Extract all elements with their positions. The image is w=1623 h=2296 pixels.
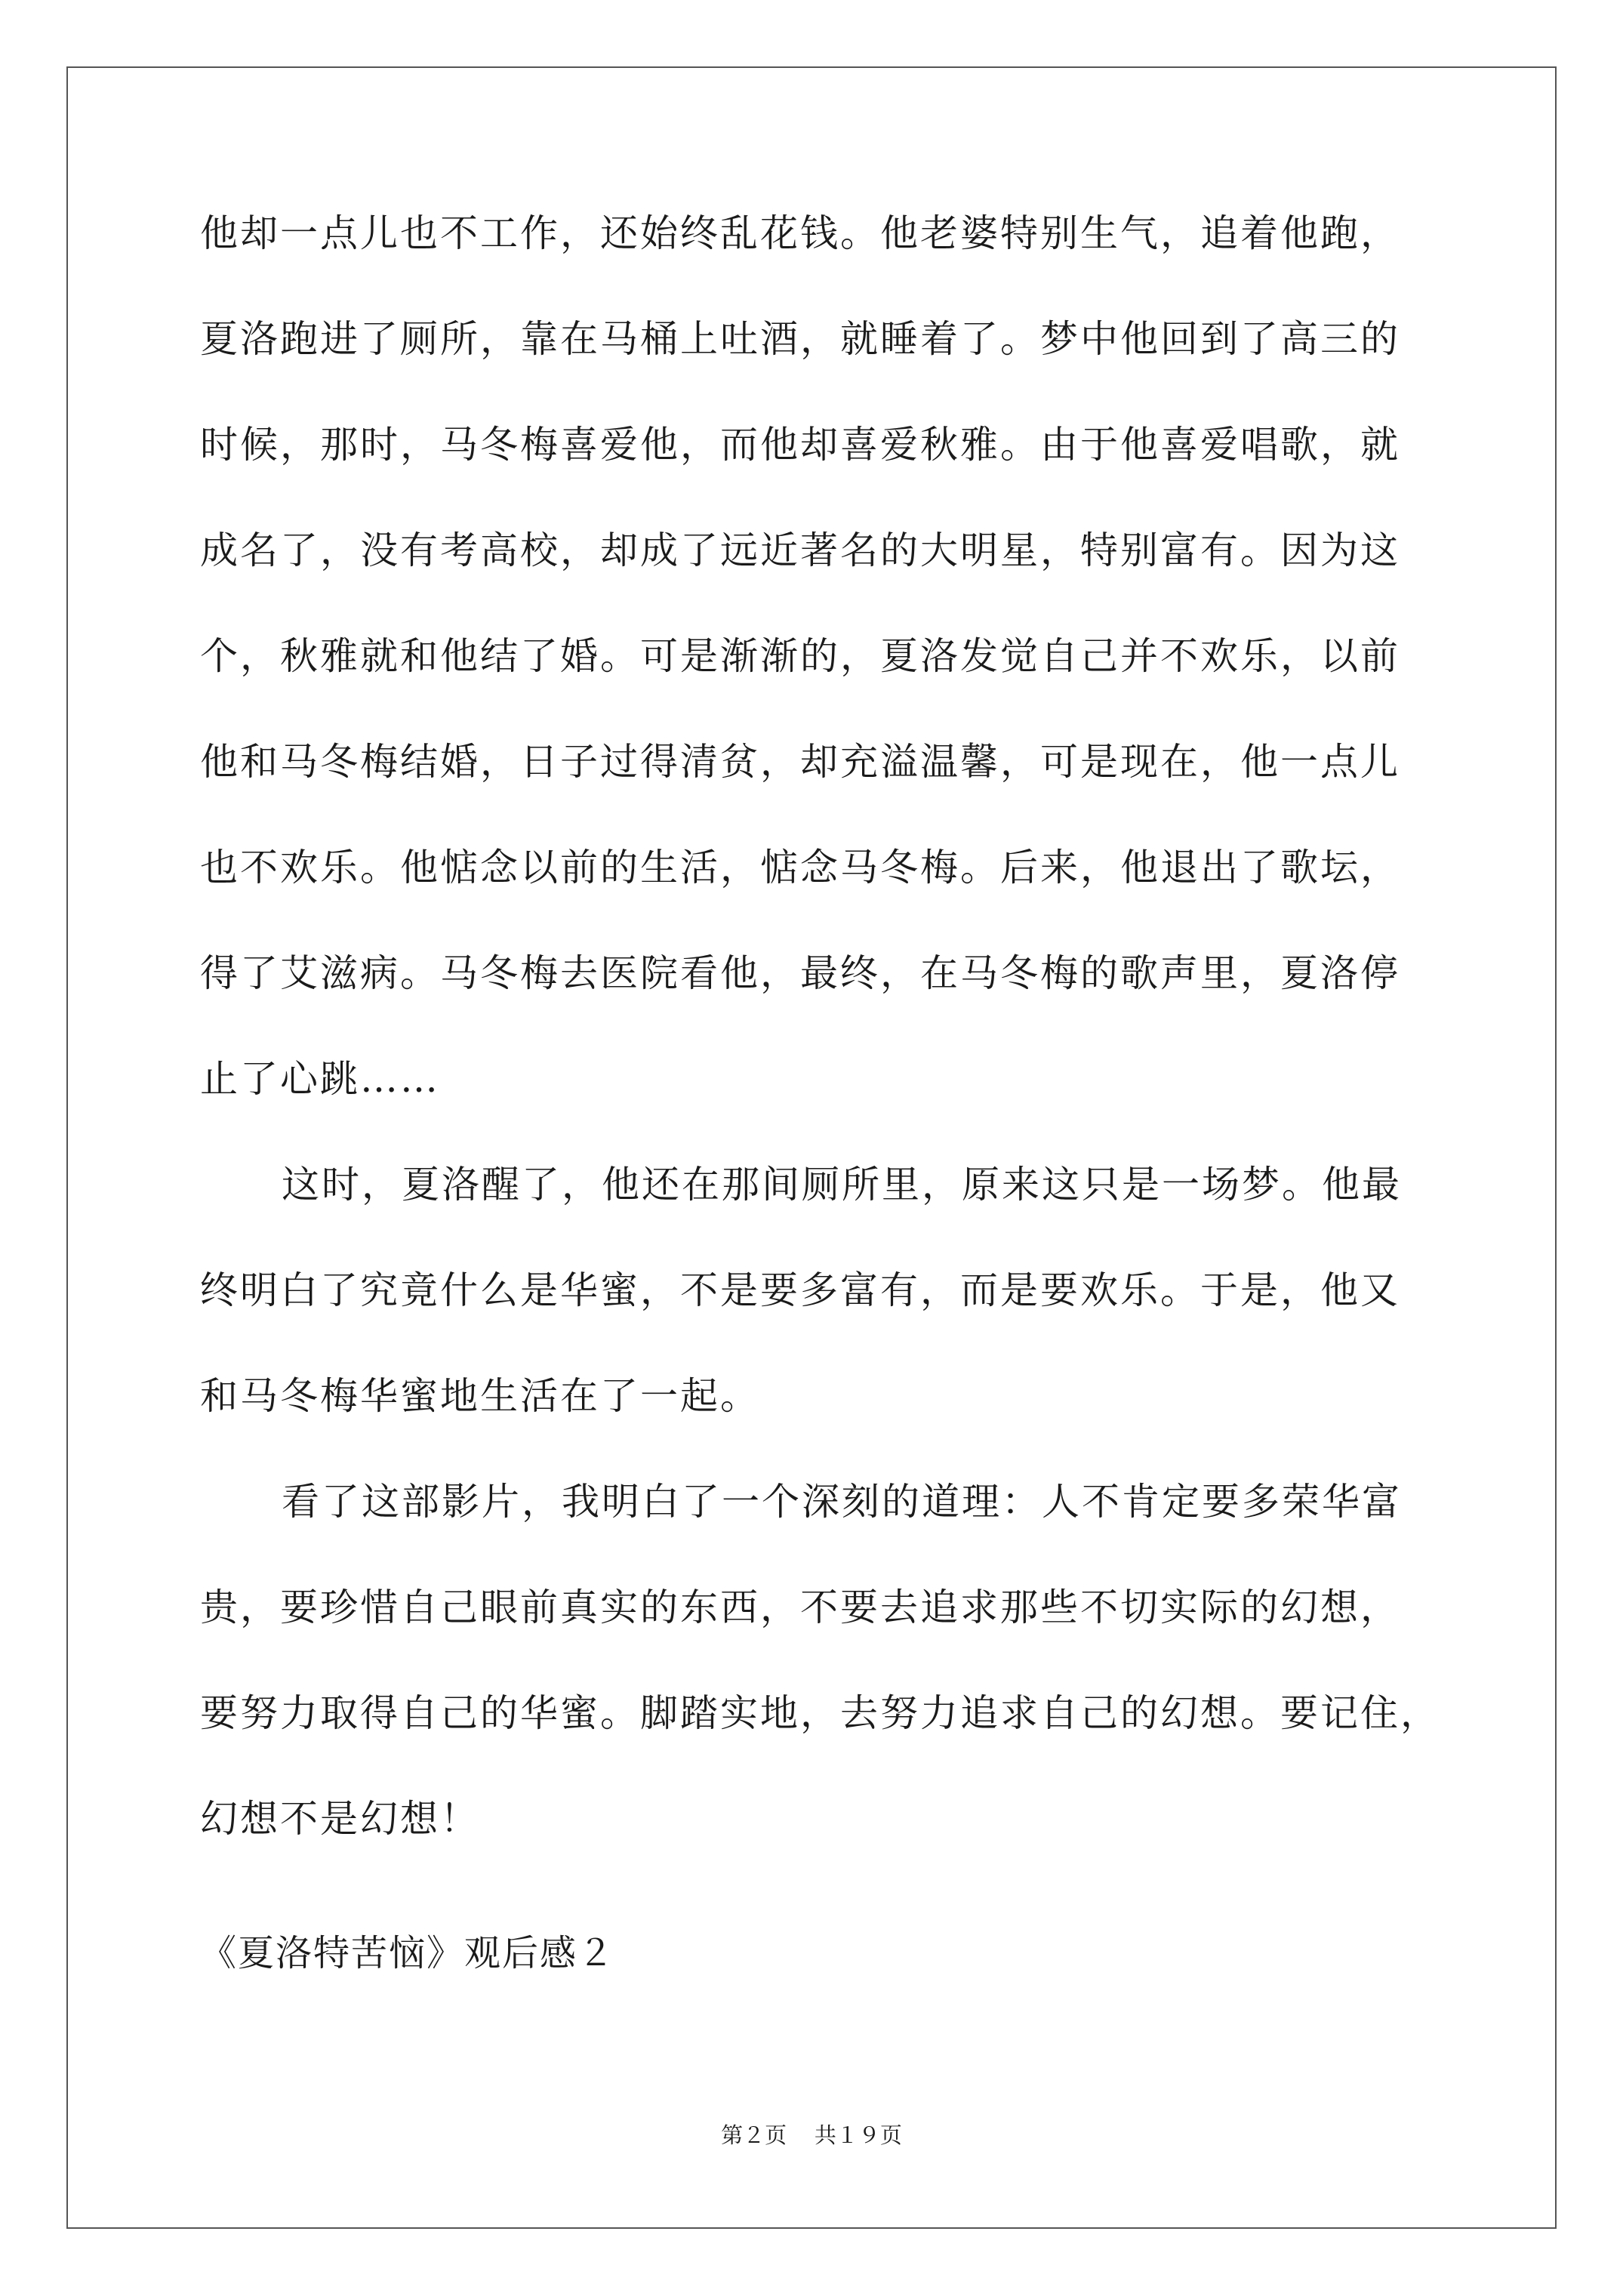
- paragraph-2-line-1: 这时，夏洛醒了，他还在那间厕所里，原来这只是一场梦。他最: [282, 1163, 1402, 1207]
- section-heading: 《夏洛特苦恼》观后感２: [200, 1932, 616, 1974]
- paragraph-1-line-9: 止了心跳……: [200, 1057, 440, 1101]
- page-number-footer: 第２页 共１９页: [721, 2122, 902, 2148]
- paragraph-1-line-3: 时候，那时，马冬梅喜爱他，而他却喜爱秋雅。由于他喜爱唱歌，就: [200, 423, 1400, 467]
- paragraph-2-line-2: 终明白了究竟什么是华蜜，不是要多富有，而是要欢乐。于是，他又: [200, 1268, 1400, 1312]
- paragraph-3-line-2: 贵，要珍惜自己眼前真实的东西，不要去追求那些不切实际的幻想，: [200, 1586, 1400, 1629]
- paragraph-1-line-4: 成名了，没有考高校，却成了远近著名的大明星，特别富有。因为这: [200, 529, 1400, 572]
- paragraph-3-line-3: 要努力取得自己的华蜜。脚踏实地，去努力追求自己的幻想。要记住，: [200, 1691, 1440, 1735]
- paragraph-1-line-8: 得了艾滋病。马冬梅去医院看他，最终，在马冬梅的歌声里，夏洛停: [200, 951, 1400, 995]
- paragraph-1-line-1: 他却一点儿也不工作，还始终乱花钱。他老婆特别生气，追着他跑，: [200, 211, 1400, 255]
- paragraph-2-line-3: 和马冬梅华蜜地生活在了一起。: [200, 1374, 760, 1418]
- paragraph-1-line-5: 个，秋雅就和他结了婚。可是渐渐的，夏洛发觉自己并不欢乐，以前: [200, 634, 1400, 678]
- paragraph-1-line-7: 也不欢乐。他惦念以前的生活，惦念马冬梅。后来，他退出了歌坛，: [200, 846, 1400, 889]
- document-body: [200, 211, 1453, 1906]
- paragraph-3-line-4: 幻想不是幻想！: [200, 1797, 480, 1841]
- paragraph-1-line-6: 他和马冬梅结婚，日子过得清贫，却充溢温馨，可是现在，他一点儿: [200, 740, 1400, 784]
- paragraph-1-line-2: 夏洛跑进了厕所，靠在马桶上吐酒，就睡着了。梦中他回到了高三的: [200, 317, 1400, 361]
- paragraph-3-line-1: 看了这部影片，我明白了一个深刻的道理：人不肯定要多荣华富: [282, 1480, 1402, 1524]
